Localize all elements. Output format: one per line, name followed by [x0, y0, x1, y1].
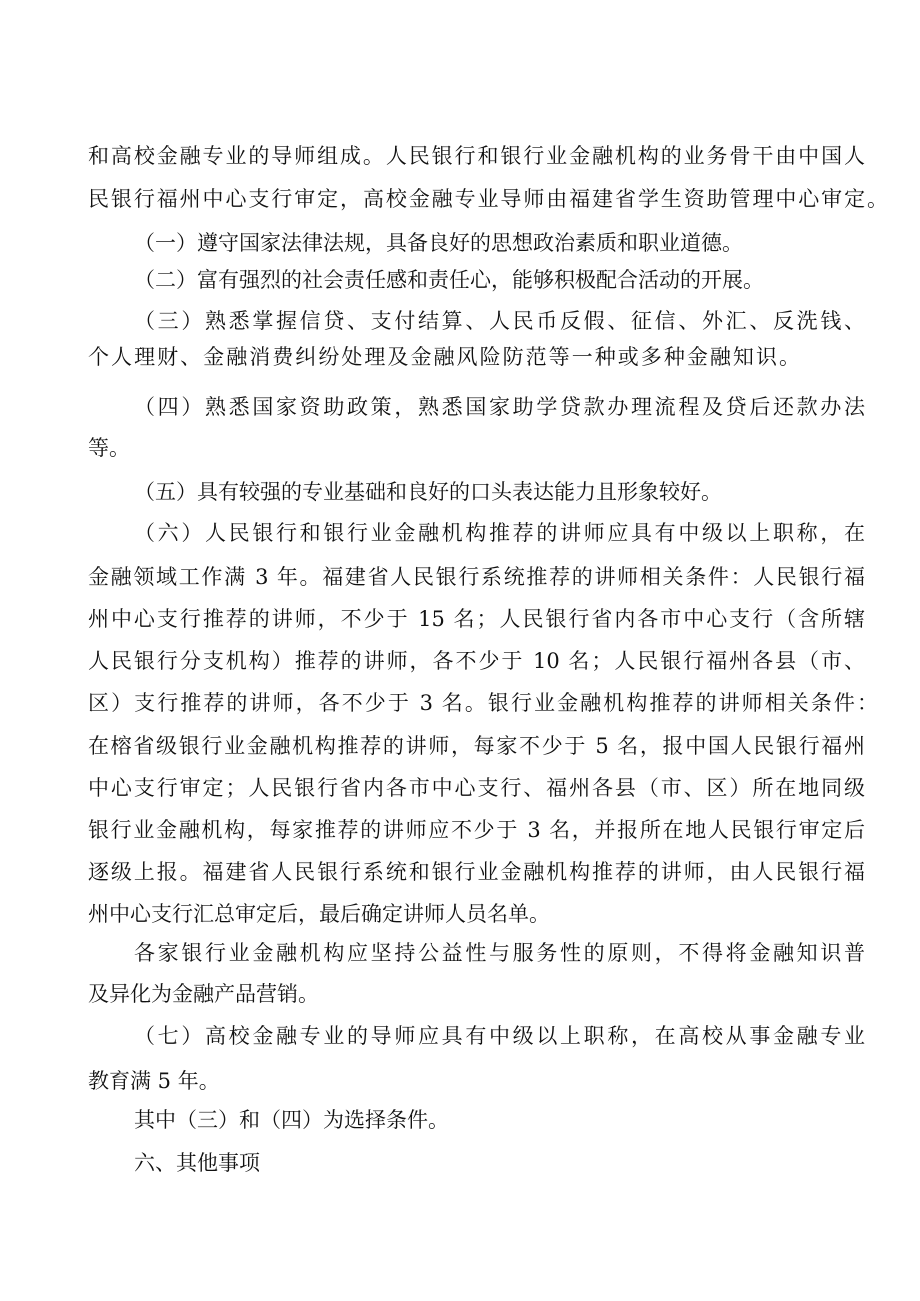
section-heading: 六、其他事项	[134, 1151, 260, 1175]
text-line: 州中心支行推荐的讲师，不少于 15 名；人民银行省内各市中心支行（含所辖	[88, 607, 865, 631]
text-line: （五）具有较强的专业基础和良好的口头表达能力且形象较好。	[134, 480, 722, 504]
text-line: 民银行福州中心支行审定，高校金融专业导师由福建省学生资助管理中心审定。	[88, 187, 888, 211]
text-line: （六）人民银行和银行业金融机构推荐的讲师应具有中级以上职称，在	[134, 521, 865, 545]
text-line: （四）熟悉国家资助政策，熟悉国家助学贷款办理流程及贷后还款办法	[134, 395, 865, 419]
text-line: 其中（三）和（四）为选择条件。	[134, 1108, 449, 1132]
text-line: 逐级上报。福建省人民银行系统和银行业金融机构推荐的讲师，由人民银行福	[88, 860, 865, 884]
text-line: 区）支行推荐的讲师，各不少于 3 名。银行业金融机构推荐的讲师相关条件：	[88, 691, 878, 715]
text-line: 银行业金融机构，每家推荐的讲师应不少于 3 名，并报所在地人民银行审定后	[88, 818, 865, 842]
text-line: 金融领域工作满 3 年。福建省人民银行系统推荐的讲师相关条件：人民银行福	[88, 565, 865, 589]
text-line: （七）高校金融专业的导师应具有中级以上职称，在高校从事金融专业	[134, 1024, 865, 1048]
text-line: 州中心支行汇总审定后，最后确定讲师人员名单。	[88, 902, 550, 926]
text-line: （二）富有强烈的社会责任感和责任心，能够积极配合活动的开展。	[134, 268, 764, 292]
text-line: 等。	[88, 436, 130, 460]
text-line: （一）遵守国家法律法规，具备良好的思想政治素质和职业道德。	[134, 231, 743, 255]
text-line: （三）熟悉掌握信贷、支付结算、人民币反假、征信、外汇、反洗钱、	[134, 309, 865, 333]
text-line: 各家银行业金融机构应坚持公益性与服务性的原则，不得将金融知识普	[134, 941, 865, 965]
text-line: 在榕省级银行业金融机构推荐的讲师，每家不少于 5 名，报中国人民银行福州	[88, 734, 865, 758]
text-line: 和高校金融专业的导师组成。人民银行和银行业金融机构的业务骨干由中国人	[88, 144, 865, 168]
text-line: 及异化为金融产品营销。	[88, 982, 319, 1006]
text-line: 中心支行审定；人民银行省内各市中心支行、福州各县（市、区）所在地同级	[88, 776, 865, 800]
text-line: 人民银行分支机构）推荐的讲师，各不少于 10 名；人民银行福州各县（市、	[88, 649, 865, 673]
text-line: 教育满 5 年。	[88, 1069, 220, 1093]
text-line: 个人理财、金融消费纠纷处理及金融风险防范等一种或多种金融知识。	[88, 345, 800, 369]
